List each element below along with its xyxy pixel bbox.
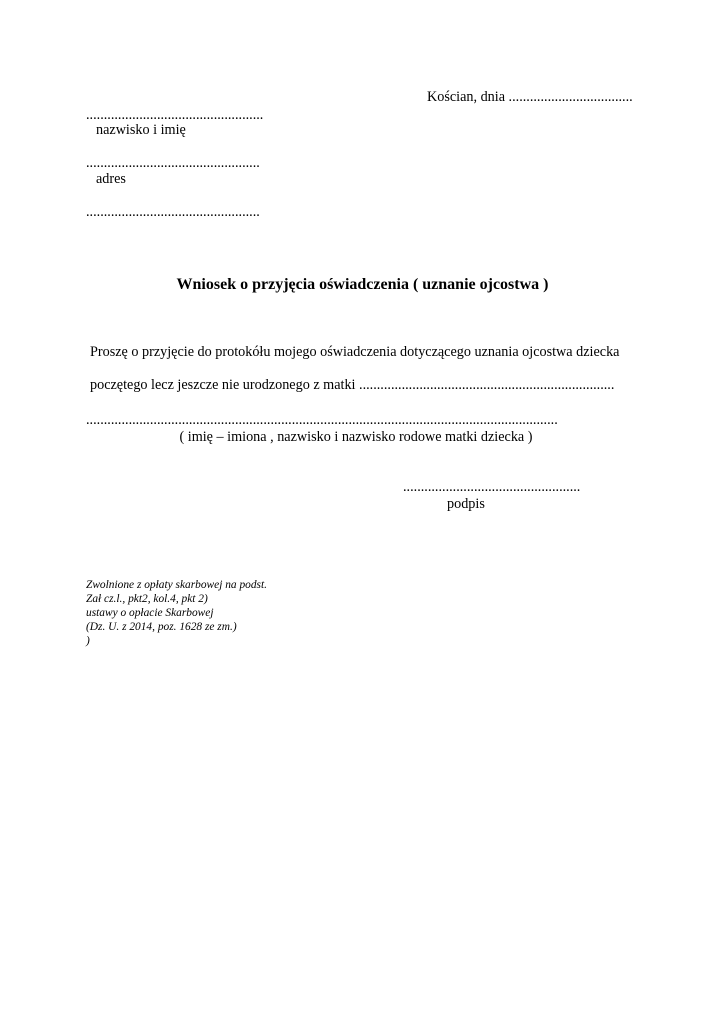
document-title: Wniosek o przyjęcia oświadczenia ( uznanie ojcostwa ) <box>176 276 549 293</box>
place-date-field: Kościan, dnia ................................... <box>427 89 633 105</box>
address-label: adres <box>96 171 126 187</box>
note-line: Zwolnione z opłaty skarbowej na podst. <box>86 579 267 591</box>
mother-label: ( imię – imiona , nazwisko i nazwisko rodowe matki dziecka ) <box>179 429 533 445</box>
mother-dotted-line: ..................................................................................................................................... <box>86 412 558 428</box>
signature-dotted-line: .................................................. <box>403 479 581 495</box>
name-label: nazwisko i imię <box>96 122 186 138</box>
note-line: (Dz. U. z 2014, poz. 1628 ze zm.) <box>86 621 237 633</box>
signature-label: podpis <box>447 496 485 512</box>
name-dotted-line: .................................................. <box>86 107 264 123</box>
address-second-dotted-line: ................................................. <box>86 204 260 220</box>
body-line-2: poczętego lecz jeszcze nie urodzonego z matki ........................................................................ <box>90 377 615 393</box>
body-line-1: Proszę o przyjęcie do protokółu mojego oświadczenia dotyczącego uznania ojcostwa dziecka <box>90 344 620 360</box>
address-dotted-line: ................................................. <box>86 155 260 171</box>
note-line: ) <box>86 635 90 647</box>
note-line: Zał cz.l., pkt2, kol.4, pkt 2) <box>86 593 208 605</box>
note-line: ustawy o opłacie Skarbowej <box>86 607 214 619</box>
